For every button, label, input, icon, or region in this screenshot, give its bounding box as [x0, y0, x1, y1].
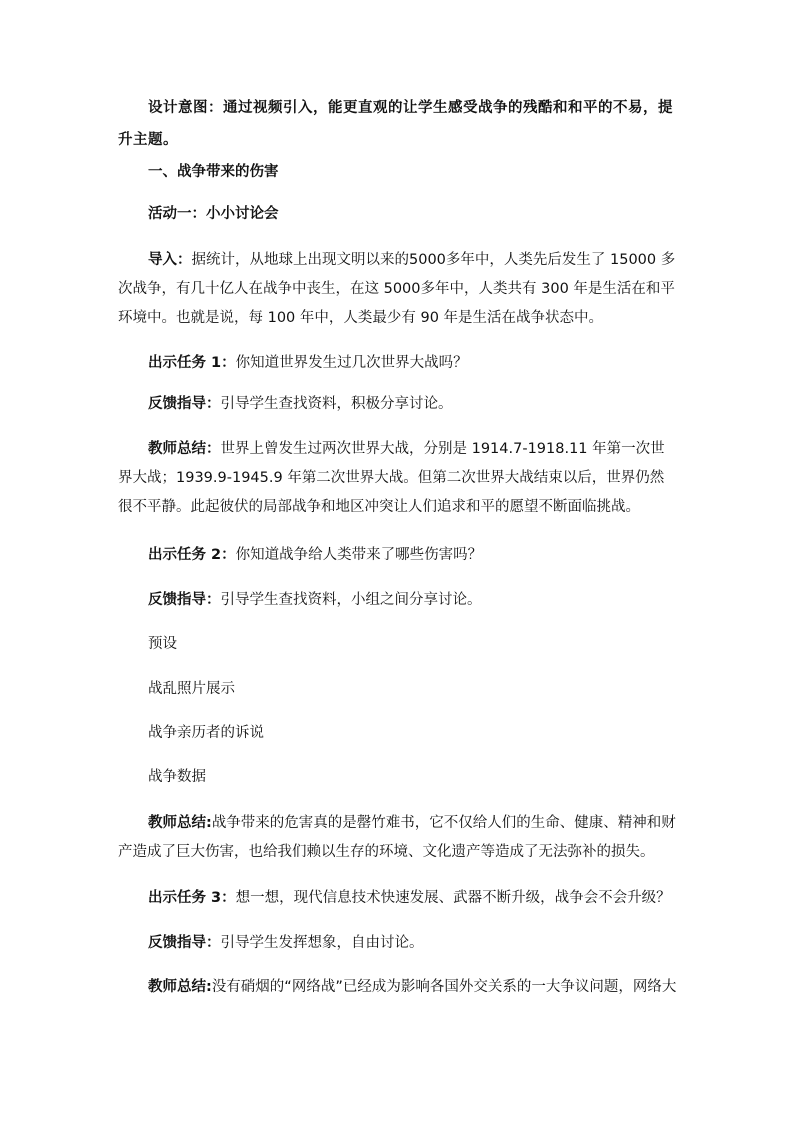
task3-paragraph — [118, 884, 678, 913]
feedback2-text: 引导学生查找资料，小组之间分享讨论。 — [220, 592, 482, 608]
design-intent-text: 通过视频引入，能更直观的让学生感受战争的残酷和和平的不易，提升主题。 — [118, 99, 673, 148]
design-intent-paragraph — [118, 92, 678, 156]
task2-paragraph — [118, 541, 678, 570]
task2-text: 你知道战争给人类带来了哪些伤害吗？ — [235, 547, 483, 563]
feedback3-paragraph — [118, 929, 678, 958]
summary1-paragraph — [118, 435, 678, 522]
task3-label: 出示任务 3： — [148, 890, 236, 906]
feedback2-paragraph — [118, 586, 678, 615]
design-intent-label: 设计意图： — [148, 99, 223, 116]
task1-label: 出示任务 1： — [148, 355, 236, 371]
summary1-text: 世界上曾发生过两次世界大战，分别是 1914.7-1918.11 年第一次世界大战；1939.9-1945.9 年第二次世界大战。但第二次世界大战结束以后，世界仍然很不平静。此起彼伏的局部战争和地区冲突让人们追求和平的愿望不断面临挑战。 — [118, 441, 665, 515]
section-title: 一、战争带来的伤害 — [148, 164, 279, 180]
feedback3-label: 反馈指导： — [148, 935, 221, 951]
summary1-label: 教师总结： — [148, 441, 221, 457]
task3-text: 想一想，现代信息技术快速发展、武器不断升级，战争会不会升级？ — [235, 890, 671, 906]
summary3-label: 教师总结: — [148, 979, 212, 995]
feedback3-text: 引导学生发挥想象，自由讨论。 — [220, 935, 424, 951]
task1-paragraph — [118, 349, 678, 378]
feedback1-label: 反馈指导： — [148, 396, 221, 412]
summary2-paragraph — [118, 809, 678, 867]
intro-paragraph — [118, 246, 678, 333]
task1-text: 你知道世界发生过几次世界大战吗？ — [235, 355, 468, 371]
preset-item-photos: 战乱照片展示 — [148, 681, 235, 697]
summary3-paragraph — [118, 973, 678, 1002]
preset-item-testimony: 战争亲历者的诉说 — [148, 725, 264, 741]
intro-label: 导入： — [148, 252, 192, 268]
task2-label: 出示任务 2： — [148, 547, 236, 563]
feedback2-label: 反馈指导： — [148, 592, 221, 608]
activity-title: 活动一：小小讨论会 — [148, 206, 279, 222]
intro-text: 据统计，从地球上出现文明以来的5000多年中，人类先后发生了 15000 多次战争，有几十亿人在战争中丧生，在这 5000多年中，人类共有 300 年是生活在和平环境中。也就是说，每 100 年中，人类最少有 90 年是生活在战争状态中。 — [118, 252, 676, 326]
summary2-text: 战争带来的危害真的是罄竹难书，它不仅给人们的生命、健康、精神和财产造成了巨大伤害，也给我们赖以生存的环境、文化遗产等造成了无法弥补的损失。 — [118, 815, 676, 860]
preset-item-data: 战争数据 — [148, 769, 206, 785]
summary3-text: 没有硝烟的“网络战”已经成为影响各国外交关系的一大争议问题，网络大 — [211, 979, 677, 995]
feedback1-text: 引导学生查找资料，积极分享讨论。 — [220, 396, 453, 412]
feedback1-paragraph — [118, 390, 678, 419]
preset-label: 预设 — [148, 636, 177, 652]
summary2-label: 教师总结: — [148, 815, 212, 831]
